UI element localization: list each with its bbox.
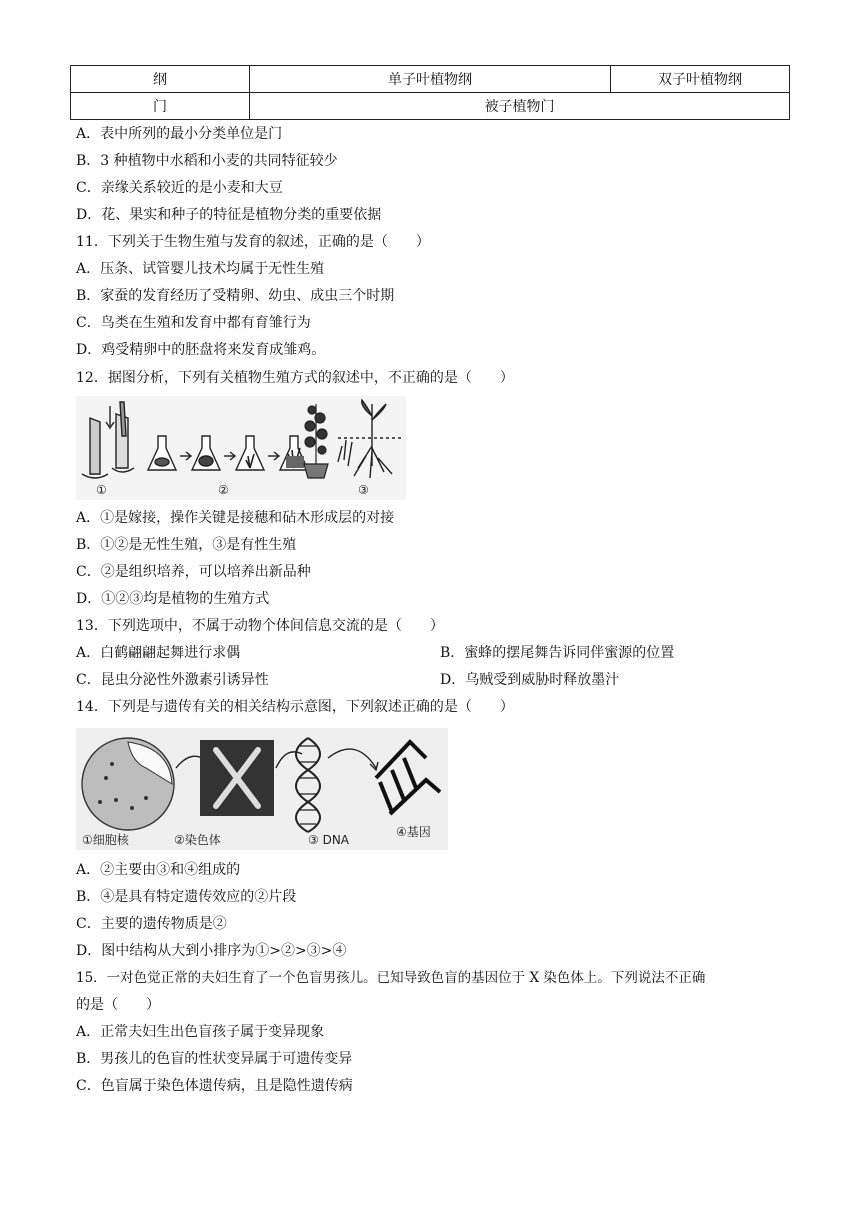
q13-option-b: B．蜜蜂的摆尾舞告诉同伴蜜源的位置 [440,645,675,661]
q12-option-d: D．①②③均是植物的生殖方式 [76,591,270,607]
chromosome-illustration [200,740,274,816]
figure-label-3: ③ [358,483,369,497]
q12-stem: 12．据图分析，下列有关植物生殖方式的叙述中，不正确的是（ ） [76,370,514,386]
q11-option-a: A．压条、试管婴儿技术均属于无性生殖 [76,261,325,277]
q13-stem: 13．下列选项中，不属于动物个体间信息交流的是（ ） [76,618,444,634]
q15-stem-line2: 的是（ ） [76,997,160,1013]
q14-option-d: D．图中结构从大到小排序为①>②>③>④ [76,943,347,959]
q11-option-d: D．鸡受精卵中的胚盘将来发育成雏鸡。 [76,342,326,358]
q12-option-b: B．①②是无性生殖，③是有性生殖 [76,537,297,553]
figure-label-gene: ④基因 [396,825,431,839]
classification-table [70,65,790,120]
q10-option-b: B．3 种植物中水稻和小麦的共同特征较少 [76,153,338,169]
q15-stem-line1: 15．一对色觉正常的夫妇生育了一个色盲男孩儿。已知导致色盲的基因位于 X 染色体上。下列说法不正确 [76,970,706,986]
q12-option-a: A．①是嫁接，操作关键是接穗和砧木形成层的对接 [76,510,395,526]
q11-stem: 11．下列关于生物生殖与发育的叙述，正确的是（ ） [76,234,430,250]
figure-label-1: ① [96,483,107,497]
figure-label-dna: ③ DNA [308,833,349,847]
table-row [71,93,790,120]
table-cell: 门 [71,93,250,120]
q14-option-c: C．主要的遗传物质是② [76,916,227,932]
q14-option-a: A．②主要由③和④组成的 [76,862,241,878]
table-row [71,66,790,93]
q13-option-c: C．昆虫分泌性外激素引诱异性 [76,672,269,688]
q10-option-a: A．表中所列的最小分类单位是门 [76,126,283,142]
q10-option-d: D．花、果实和种子的特征是植物分类的重要依据 [76,207,382,223]
figure-label-nucleus: ①细胞核 [82,833,129,847]
table-cell: 双子叶植物纲 [611,66,790,93]
q11-option-b: B．家蚕的发育经历了受精卵、幼虫、成虫三个时期 [76,288,395,304]
q15-option-b: B．男孩儿的色盲的性状变异属于可遗传变异 [76,1051,353,1067]
nucleus-illustration [82,738,174,830]
table-cell: 纲 [71,66,250,93]
table-cell: 被子植物门 [250,93,790,120]
genetics-structure-figure [76,728,448,850]
figure-label-2: ② [218,483,229,497]
q13-option-d: D．乌贼受到威胁时释放墨汁 [440,672,620,688]
q14-option-b: B．④是具有特定遗传效应的②片段 [76,889,297,905]
q15-option-c: C．色盲属于染色体遗传病，且是隐性遗传病 [76,1078,353,1094]
q10-option-c: C．亲缘关系较近的是小麦和大豆 [76,180,283,196]
q14-stem: 14．下列是与遗传有关的相关结构示意图，下列叙述正确的是（ ） [76,699,514,715]
q12-option-c: C．②是组织培养，可以培养出新品种 [76,564,311,580]
table-cell: 单子叶植物纲 [250,66,611,93]
q11-option-c: C．鸟类在生殖和发育中都有育雏行为 [76,315,311,331]
figure-label-chromosome: ②染色体 [174,833,221,847]
q13-option-a: A．白鹤翩翩起舞进行求偶 [76,645,241,661]
q15-option-a: A．正常夫妇生出色盲孩子属于变异现象 [76,1024,325,1040]
plant-reproduction-figure [76,396,406,500]
